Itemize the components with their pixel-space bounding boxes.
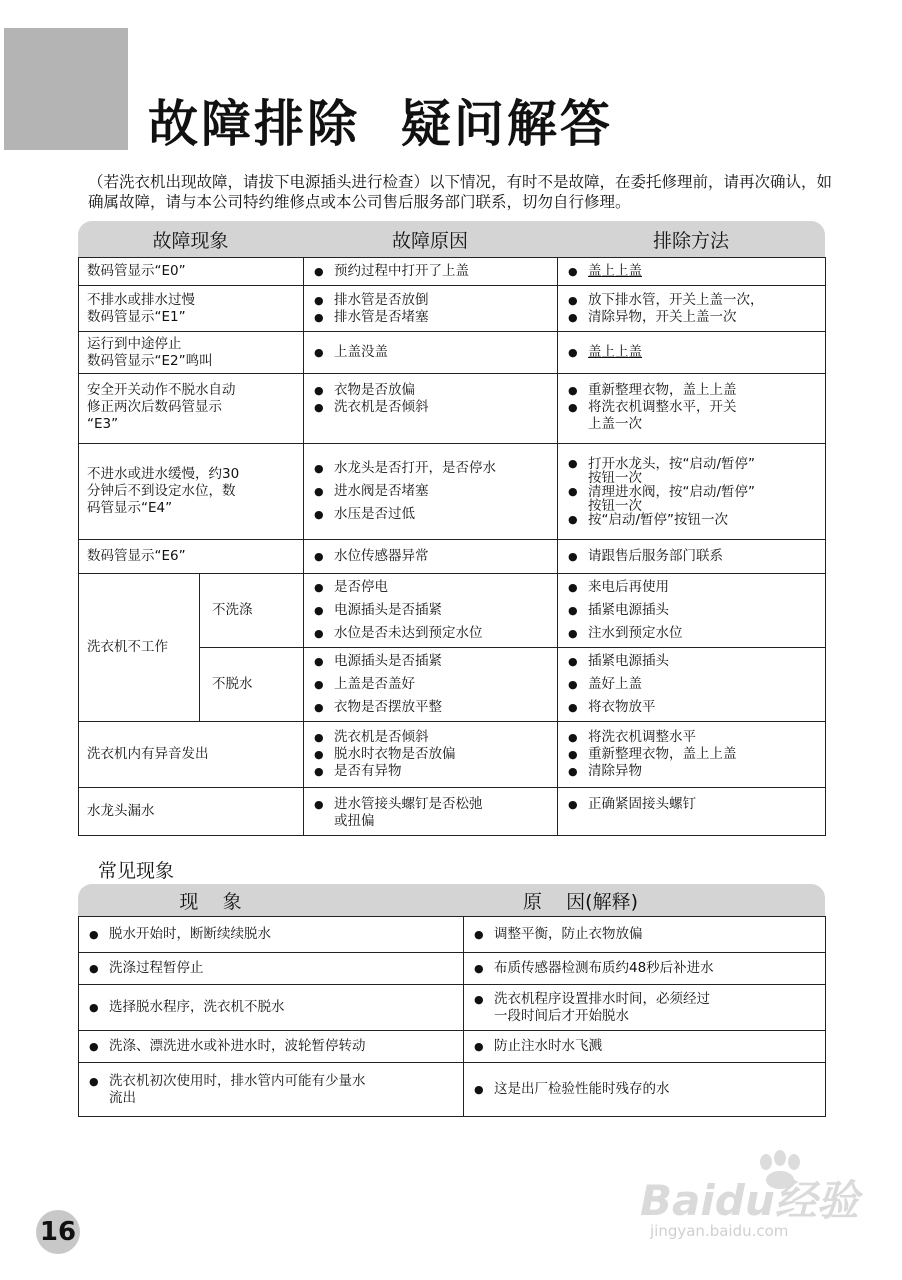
table-cell (79, 788, 304, 836)
table-cell (558, 332, 826, 374)
table-cell (304, 444, 558, 540)
intro-text: （若洗衣机出现故障，请拔下电源插头进行检查）以下情况，有时不是故障，在委托修理前，请再次确认，如确属故障，请与本公司特约维修点或本公司售后服务部门联系，切勿自行修理。 (88, 173, 833, 211)
text-line: 数码管显示“E1” (87, 308, 186, 325)
header-phenomenon: 现 象 (179, 890, 242, 913)
table-cell (558, 444, 826, 540)
table-row (79, 722, 826, 788)
text-line: ● 来电后再使用 (588, 579, 817, 596)
text-line: ● 上盖没盖 (334, 344, 549, 361)
table-cell (79, 374, 304, 444)
table-cell (464, 985, 826, 1031)
text-line: ● 布质传感器检测布质约48秒后补进水 (494, 960, 817, 977)
text-line: ● 调整平衡，防止衣物放偏 (494, 926, 817, 943)
table-row (79, 286, 826, 332)
text-line: 数码管显示“E0” (87, 263, 186, 279)
table-cell (558, 788, 826, 836)
text-line: ● 盖好上盖 (588, 676, 817, 693)
text-line: 不洗涤 (200, 574, 304, 648)
table-cell (304, 374, 558, 444)
table-cell (79, 444, 304, 540)
text-line: 修正两次后数码管显示 (87, 399, 222, 415)
fault-table (78, 257, 826, 836)
table-cell (79, 286, 304, 332)
text-line: ● 将衣物放平 (588, 699, 817, 716)
table-cell (464, 1031, 826, 1063)
text-line: 按钮一次 (588, 469, 643, 486)
text-line: ● 进水管接头螺钉是否松弛 (334, 796, 549, 813)
table-cell (79, 722, 304, 788)
text-line: 分钟后不到设定水位，数 (87, 483, 236, 499)
header-symptom: 故障现象 (152, 229, 229, 252)
text-line: ● 按“启动/暂停”按钮一次 (588, 513, 817, 527)
text-line: ● 洗衣机是否倾斜 (334, 729, 549, 746)
text-line: ● 脱水时衣物是否放偏 (334, 746, 549, 763)
text-line: ● 排水管是否堵塞 (334, 309, 549, 326)
table-cell (464, 917, 826, 953)
text-line: 不进水或进水缓慢，约30 (87, 466, 240, 482)
text-line: ● 清除异物 (588, 763, 817, 780)
text-line: ● 防止注水时水飞溅 (494, 1038, 817, 1055)
text-line: ● 洗衣机程序设置排水时间，必须经过 (494, 991, 817, 1008)
common-section-title: 常见现象 (98, 860, 175, 882)
table-row (79, 985, 826, 1031)
text-line: ● 注水到预定水位 (588, 625, 817, 642)
text-line: 安全开关动作不脱水自动 (87, 382, 236, 398)
text-line: ● 盖上上盖 (588, 263, 817, 280)
text-line: ● 这是出厂检验性能时残存的水 (494, 1081, 817, 1098)
text-line: ● 清除异物，开关上盖一次 (588, 309, 817, 326)
table-row (79, 917, 826, 953)
text-line: 不排水或排水过慢 (87, 291, 195, 308)
text-line: 数码管显示“E6” (87, 548, 186, 564)
table-cell (304, 574, 558, 648)
text-line: ● 请跟售后服务部门联系 (588, 548, 817, 565)
text-line: ● 正确紧固接头螺钉 (588, 796, 817, 813)
text-line: ● 洗涤过程暂停止 (109, 960, 455, 977)
text-line: ● 洗涤、漂洗进水或补进水时，波轮暂停转动 (109, 1038, 455, 1055)
table-cell (79, 985, 464, 1031)
text-line: ● 水位是否未达到预定水位 (334, 625, 549, 642)
text-line: 水龙头漏水 (87, 803, 155, 819)
table-row (79, 953, 826, 985)
text-line: 按钮一次 (588, 497, 643, 514)
text-line: ● 盖上上盖 (588, 344, 817, 361)
watermark-url: jingyan.baidu.com (650, 1222, 789, 1240)
text-line: ● 洗衣机是否倾斜 (334, 399, 549, 416)
text-line: ● 重新整理衣物，盖上上盖 (588, 382, 817, 399)
text-line: 流出 (109, 1089, 136, 1106)
table-cell (558, 722, 826, 788)
text-line: ● 进水阀是否堵塞 (334, 483, 549, 500)
text-line: ● 是否停电 (334, 579, 549, 596)
table-cell (304, 722, 558, 788)
text-line: ● 水位传感器异常 (334, 548, 549, 565)
text-line: 上盖一次 (588, 416, 643, 432)
text-line: ● 衣物是否摆放平整 (334, 699, 549, 716)
table-cell (304, 332, 558, 374)
common-table-header (78, 884, 825, 916)
text-line: 不脱水 (200, 648, 304, 722)
text-line: ● 插紧电源插头 (588, 653, 817, 670)
text-line: ● 重新整理衣物，盖上上盖 (588, 746, 817, 763)
table-row (79, 258, 826, 286)
text-line: ● 衣物是否放偏 (334, 382, 549, 399)
table-row (79, 1063, 826, 1117)
table-cell (304, 286, 558, 332)
text-line: ● 清理进水阀，按“启动/暂停” (588, 485, 817, 499)
baidu-watermark (640, 1150, 859, 1250)
table-cell (304, 540, 558, 574)
table-cell (79, 1063, 464, 1117)
text-line: ● 选择脱水程序，洗衣机不脱水 (109, 999, 455, 1016)
table-cell (79, 332, 304, 374)
header-remedy: 排除方法 (652, 229, 729, 252)
text-line: ● 脱水开始时，断断续续脱水 (109, 926, 455, 943)
table-row (79, 574, 826, 648)
corner-gray-block (4, 28, 128, 150)
header-cause: 故障原因 (391, 229, 468, 252)
table-cell (304, 648, 558, 722)
table-row (79, 444, 826, 540)
common-table (78, 916, 826, 1117)
text-line: ● 是否有异物 (334, 763, 549, 780)
table-cell (79, 258, 304, 286)
text-line: 或扭偏 (334, 813, 375, 829)
table-cell (558, 286, 826, 332)
text-line: 一段时间后才开始脱水 (494, 1007, 629, 1024)
page-title: 故障排除 疑问解答 (148, 95, 613, 153)
text-line: ● 打开水龙头，按“启动/暂停” (588, 457, 817, 471)
table-cell (304, 788, 558, 836)
table-cell (558, 648, 826, 722)
text-line: 洗衣机内有异音发出 (87, 746, 209, 762)
text-line: ● 水龙头是否打开，是否停水 (334, 460, 549, 477)
text-line: ● 放下排水管，开关上盖一次， (588, 292, 817, 309)
table-row (79, 374, 826, 444)
table-cell (464, 1063, 826, 1117)
page-number: 16 (36, 1210, 80, 1254)
table-row (79, 1031, 826, 1063)
text-line: ● 电源插头是否插紧 (334, 602, 549, 619)
fault-table-header (78, 221, 825, 257)
text-line: ● 将洗衣机调整水平，开关 (588, 399, 817, 416)
text-line: 运行到中途停止 (87, 335, 182, 352)
text-line: ● 水压是否过低 (334, 506, 549, 523)
table-cell (79, 953, 464, 985)
table-row (79, 788, 826, 836)
text-line: ● 上盖是否盖好 (334, 676, 549, 693)
text-line: “E3” (87, 416, 119, 432)
text-line: ● 电源插头是否插紧 (334, 653, 549, 670)
table-row (79, 332, 826, 374)
table-cell (79, 1031, 464, 1063)
text-line: 数码管显示“E2”鸣叫 (87, 352, 213, 369)
watermark-brand: Baidu经验 (640, 1176, 859, 1225)
table-cell (558, 540, 826, 574)
table-cell (464, 953, 826, 985)
not-working-label: 洗衣机不工作 (79, 574, 200, 722)
text-line: ● 预约过程中打开了上盖 (334, 263, 549, 280)
table-cell (304, 258, 558, 286)
table-cell (79, 540, 304, 574)
table-cell (558, 574, 826, 648)
text-line: ● 排水管是否放倒 (334, 292, 549, 309)
text-line: ● 洗衣机初次使用时，排水管内可能有少量水 (109, 1073, 455, 1090)
header-reason: 原 因(解释) (523, 890, 638, 913)
text-line: ● 将洗衣机调整水平 (588, 729, 817, 746)
text-line: ● 插紧电源插头 (588, 602, 817, 619)
text-line: 码管显示“E4” (87, 500, 173, 516)
table-cell (558, 374, 826, 444)
table-cell (79, 917, 464, 953)
table-cell (558, 258, 826, 286)
table-row (79, 540, 826, 574)
